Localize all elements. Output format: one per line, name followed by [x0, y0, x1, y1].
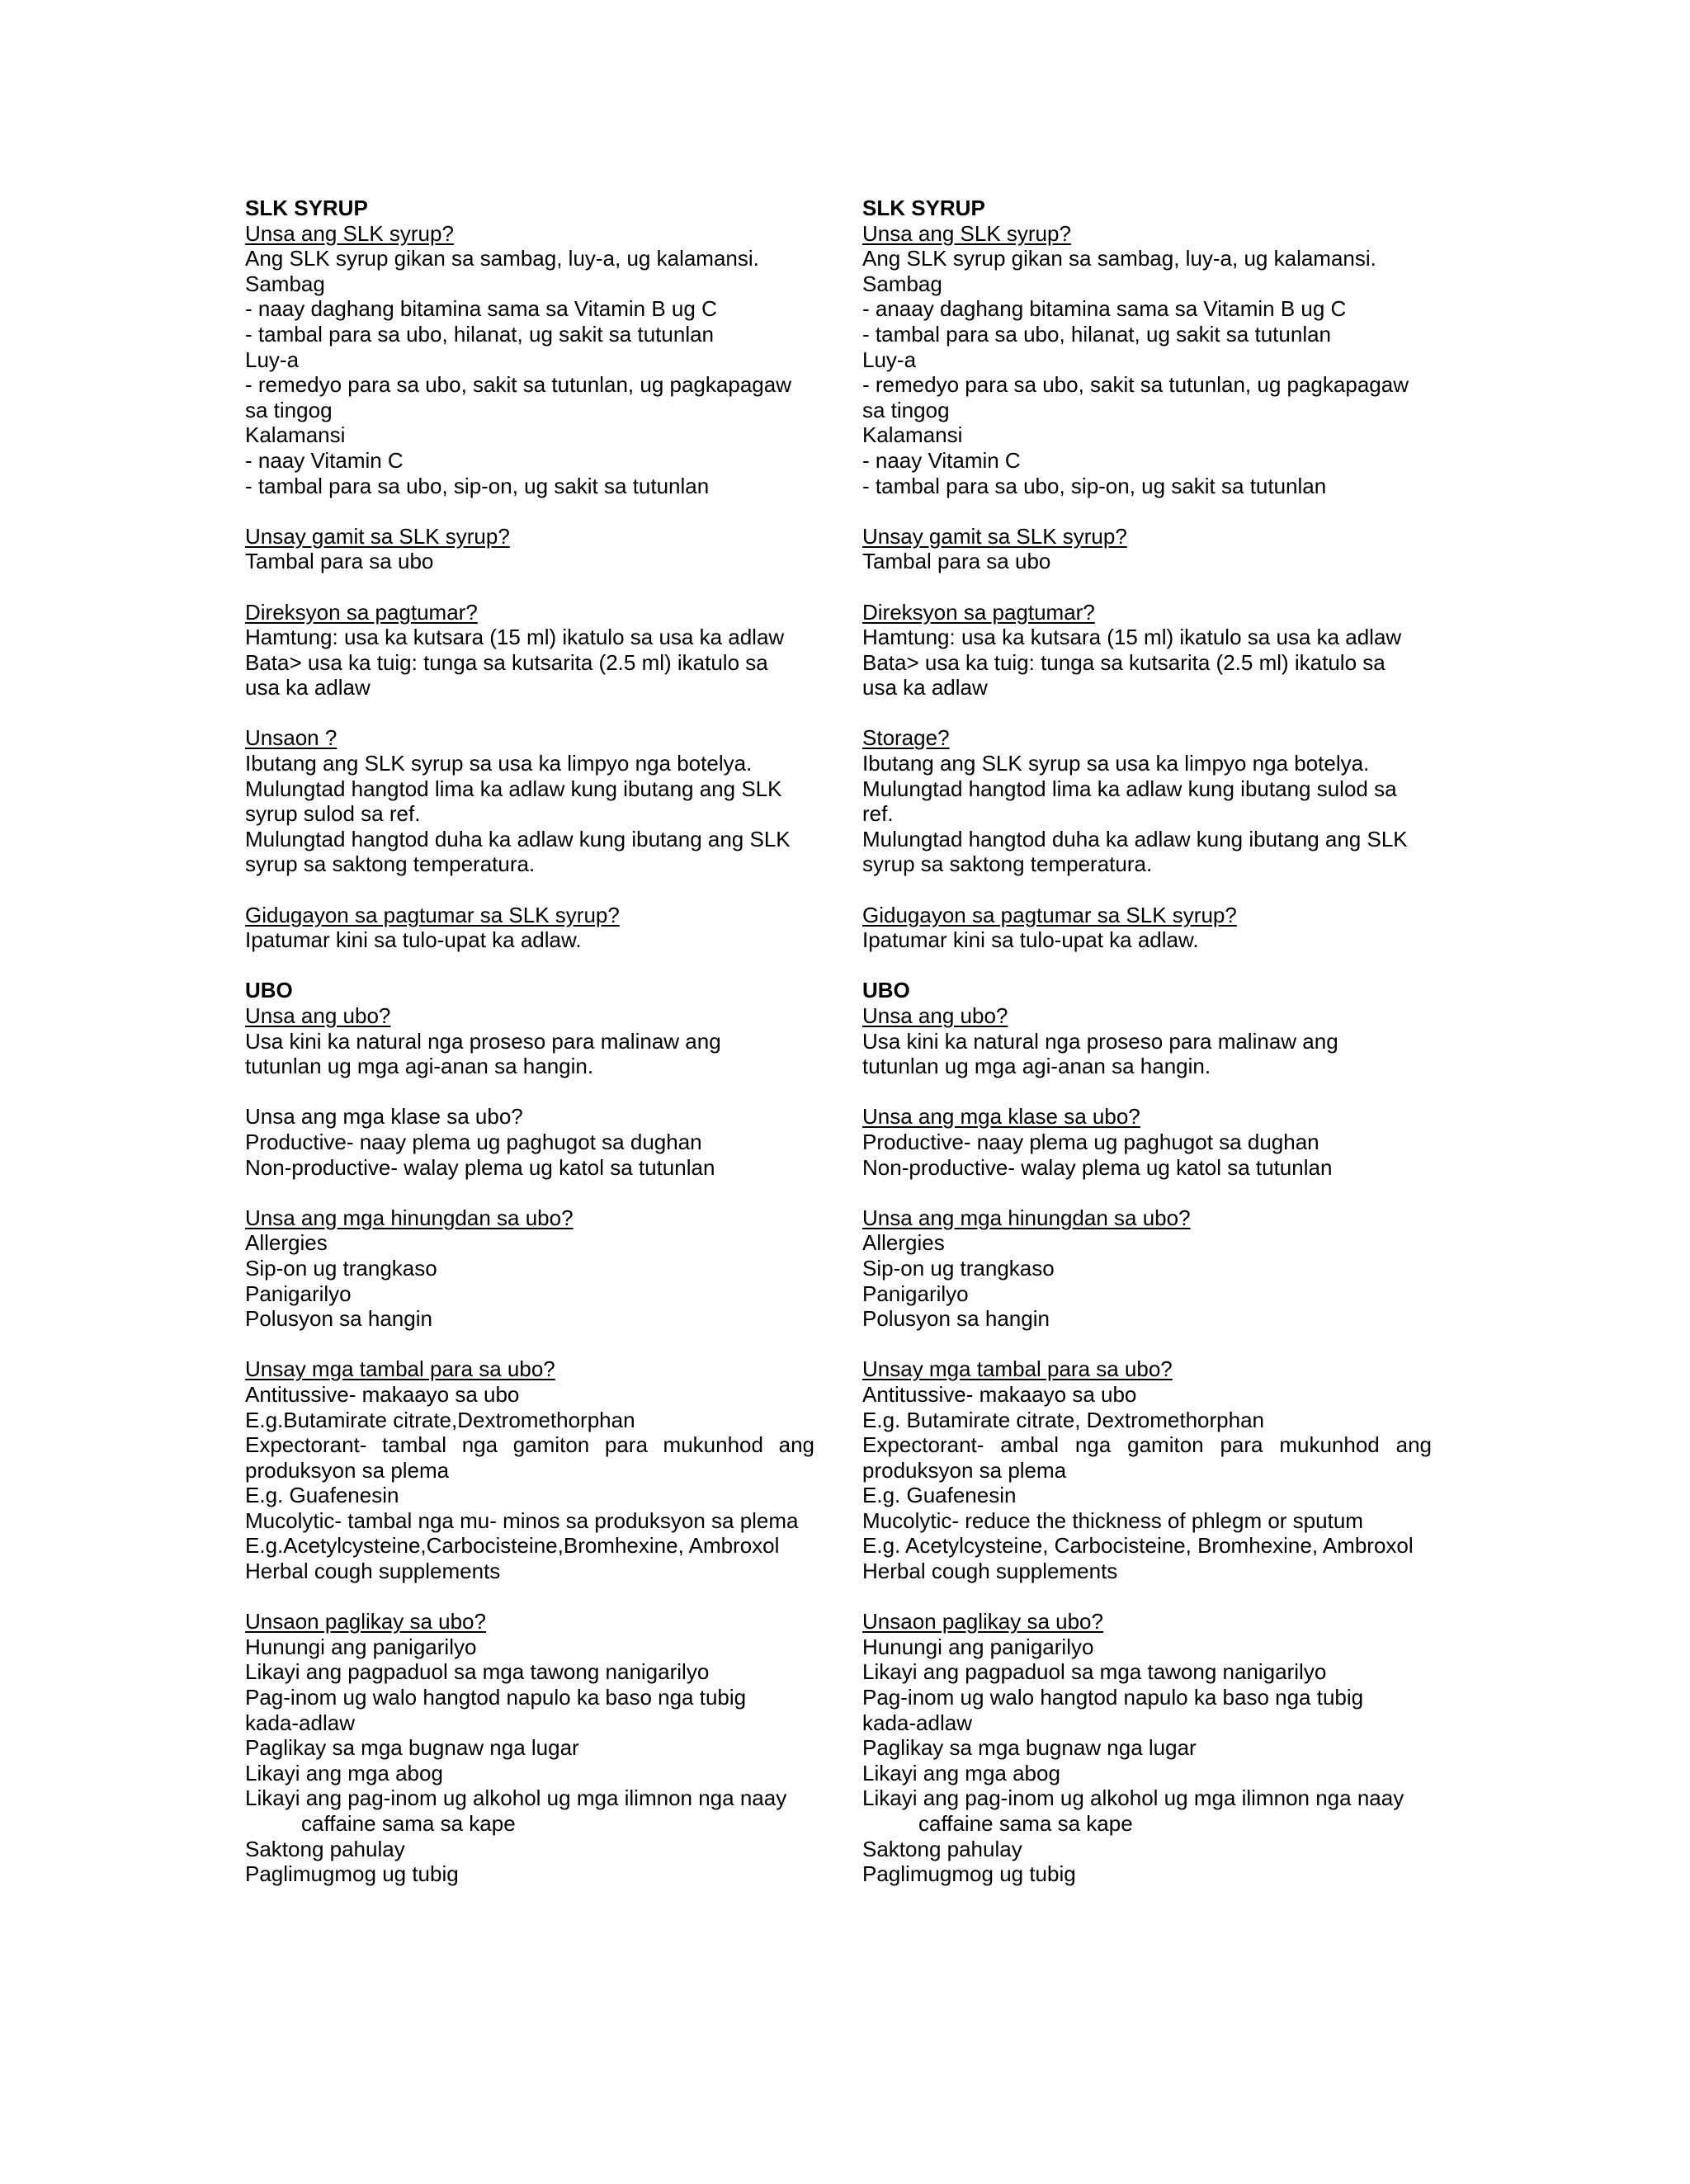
text-line: E.g.Butamirate citrate,Dextromethorphan [245, 1407, 635, 1432]
text-line: Kalamansi [862, 422, 963, 448]
text-line: Allergies [245, 1230, 328, 1256]
text-line: Ang SLK syrup gikan sa sambag, luy-a, ug kalamansi. [245, 246, 759, 271]
text-line: Paglikay sa mga bugnaw nga lugar [862, 1735, 1197, 1761]
right-column [862, 196, 1432, 1887]
text-paragraph: Expectorant- ambal nga gamiton para mukunhod ang produksyon sa plema [862, 1432, 1432, 1483]
text-line: kada-adlaw [245, 1710, 355, 1735]
question-heading: Unsaon paglikay sa ubo? [862, 1609, 1103, 1634]
indented-line: caffaine sama sa kape [301, 1811, 516, 1836]
text-paragraph: Expectorant- tambal nga gamiton para mukunhod ang produksyon sa plema [245, 1432, 814, 1483]
question-heading: Unsa ang SLK syrup? [245, 220, 454, 246]
text-line: Non-productive- walay plema ug katol sa tutunlan [245, 1154, 715, 1180]
text-line: usa ka adlaw [245, 675, 371, 700]
text-line: Paglimugmog ug tubig [862, 1861, 1076, 1887]
text-line: Sambag [245, 271, 325, 296]
text-line: Allergies [862, 1230, 945, 1256]
text-line: Unsa ang mga klase sa ubo? [245, 1104, 523, 1130]
text-line: Usa kini ka natural nga proseso para malinaw ang [862, 1028, 1338, 1054]
question-heading: Unsa ang ubo? [862, 1003, 1008, 1028]
text-line: tutunlan ug mga agi-anan sa hangin. [245, 1054, 594, 1079]
paragraph-spacer [862, 1332, 1432, 1357]
paragraph-spacer [862, 877, 1432, 903]
text-line: Productive- naay plema ug paghugot sa dughan [862, 1129, 1319, 1154]
text-line: Productive- naay plema ug paghugot sa dughan [245, 1129, 702, 1154]
text-line: - naay Vitamin C [862, 447, 1021, 473]
question-heading: Gidugayon sa pagtumar sa SLK syrup? [245, 902, 620, 927]
text-line: Likayi ang pag-inom ug alkohol ug mga ilimnon nga naay [862, 1785, 1404, 1811]
question-heading: Unsaon paglikay sa ubo? [245, 1609, 486, 1634]
text-line: Mulungtad hangtod lima ka adlaw kung ibutang ang SLK [245, 776, 782, 801]
text-line: Ipatumar kini sa tulo-upat ka adlaw. [862, 927, 1199, 953]
text-line: Pag-inom ug walo hangtod napulo ka baso nga tubig [862, 1685, 1364, 1710]
text-line: Likayi ang pagpaduol sa mga tawong nanigarilyo [245, 1659, 710, 1685]
text-line: syrup sulod sa ref. [245, 801, 421, 827]
text-line: E.g. Guafenesin [862, 1483, 1017, 1508]
text-line: Hamtung: usa ka kutsara (15 ml) ikatulo sa usa ka adlaw [245, 625, 785, 650]
text-line: Tambal para sa ubo [862, 549, 1051, 574]
text-line: Likayi ang mga abog [245, 1760, 443, 1785]
paragraph-spacer [245, 877, 814, 903]
text-line: Hunungi ang panigarilyo [862, 1634, 1094, 1659]
question-heading: Storage? [862, 725, 950, 751]
paragraph-spacer [245, 1079, 814, 1105]
section-title: SLK SYRUP [245, 196, 368, 220]
question-heading: Unsay mga tambal para sa ubo? [245, 1356, 555, 1382]
text-line: tutunlan ug mga agi-anan sa hangin. [862, 1054, 1211, 1079]
paragraph-spacer [862, 1180, 1432, 1205]
section-title: UBO [862, 978, 910, 1003]
text-line: Herbal cough supplements [862, 1559, 1118, 1584]
text-line: E.g.Acetylcysteine,Carbocisteine,Bromhexine, Ambroxol [245, 1533, 780, 1559]
text-line: sa tingog [245, 397, 333, 422]
text-paragraph: Mucolytic- tambal nga mu- minos sa produksyon sa plema [245, 1507, 799, 1533]
text-line: Mulungtad hangtod duha ka adlaw kung ibutang ang SLK [245, 826, 791, 851]
section-title: UBO [245, 978, 293, 1003]
paragraph-spacer [245, 498, 814, 524]
text-line: Hunungi ang panigarilyo [245, 1634, 477, 1659]
paragraph-spacer [245, 574, 814, 600]
text-line: Polusyon sa hangin [245, 1306, 432, 1332]
text-line: usa ka adlaw [862, 675, 988, 700]
text-line: Non-productive- walay plema ug katol sa tutunlan [862, 1154, 1333, 1180]
paragraph-spacer [862, 700, 1432, 726]
question-heading: Unsa ang mga hinungdan sa ubo? [245, 1205, 574, 1230]
paragraph-spacer [862, 1584, 1432, 1610]
text-line: Ibutang ang SLK syrup sa usa ka limpyo nga botelya. [862, 751, 1370, 776]
text-line: Paglikay sa mga bugnaw nga lugar [245, 1735, 579, 1761]
text-line: E.g. Acetylcysteine, Carbocisteine, Bromhexine, Ambroxol [862, 1533, 1414, 1559]
text-line: - naay daghang bitamina sama sa Vitamin B ug C [245, 296, 717, 322]
text-line: Likayi ang pag-inom ug alkohol ug mga ilimnon nga naay [245, 1785, 787, 1811]
text-line: syrup sa saktong temperatura. [245, 851, 536, 877]
text-line: kada-adlaw [862, 1710, 972, 1735]
text-line: Sip-on ug trangkaso [862, 1255, 1055, 1281]
question-heading: Unsay mga tambal para sa ubo? [862, 1356, 1173, 1382]
text-line: Mulungtad hangtod lima ka adlaw kung ibutang sulod sa [862, 776, 1397, 801]
text-line: Antitussive- makaayo sa ubo [862, 1381, 1137, 1407]
text-line: Likayi ang pagpaduol sa mga tawong nanigarilyo [862, 1659, 1327, 1685]
text-line: - naay Vitamin C [245, 447, 404, 473]
text-line: Sambag [862, 271, 942, 296]
question-heading: Unsa ang ubo? [245, 1003, 391, 1028]
text-line: Saktong pahulay [862, 1836, 1022, 1861]
text-line: Luy-a [862, 347, 917, 372]
paragraph-spacer [245, 1332, 814, 1357]
text-line: Herbal cough supplements [245, 1559, 501, 1584]
text-line: Ang SLK syrup gikan sa sambag, luy-a, ug kalamansi. [862, 246, 1376, 271]
text-line: Ibutang ang SLK syrup sa usa ka limpyo nga botelya. [245, 751, 753, 776]
text-line: - remedyo para sa ubo, sakit sa tutunlan, ug pagkapagaw [862, 372, 1409, 398]
question-heading: Unsa ang SLK syrup? [862, 220, 1071, 246]
text-line: - tambal para sa ubo, sip-on, ug sakit sa tutunlan [862, 473, 1327, 498]
text-line: Likayi ang mga abog [862, 1760, 1060, 1785]
text-line: Panigarilyo [862, 1281, 969, 1306]
text-line: Sip-on ug trangkaso [245, 1255, 437, 1281]
text-line: Bata> usa ka tuig: tunga sa kutsarita (2.5 ml) ikatulo sa [862, 649, 1386, 675]
paragraph-spacer [245, 953, 814, 979]
section-title: SLK SYRUP [862, 196, 985, 220]
indented-line: caffaine sama sa kape [918, 1811, 1133, 1836]
question-heading: Gidugayon sa pagtumar sa SLK syrup? [862, 902, 1237, 927]
text-line: - tambal para sa ubo, sip-on, ug sakit sa tutunlan [245, 473, 710, 498]
text-line: E.g. Guafenesin [245, 1483, 399, 1508]
text-line: Antitussive- makaayo sa ubo [245, 1381, 520, 1407]
paragraph-spacer [862, 498, 1432, 524]
text-line: Ipatumar kini sa tulo-upat ka adlaw. [245, 927, 582, 953]
text-line: - tambal para sa ubo, hilanat, ug sakit sa tutunlan [862, 321, 1332, 347]
text-line: ref. [862, 801, 894, 827]
text-line: Pag-inom ug walo hangtod napulo ka baso nga tubig [245, 1685, 747, 1710]
text-line: Hamtung: usa ka kutsara (15 ml) ikatulo sa usa ka adlaw [862, 625, 1402, 650]
question-heading: Direksyon sa pagtumar? [862, 599, 1095, 625]
question-heading: Unsa ang mga hinungdan sa ubo? [862, 1205, 1191, 1230]
question-heading: Unsa ang mga klase sa ubo? [862, 1104, 1140, 1130]
text-line: Tambal para sa ubo [245, 549, 434, 574]
text-line: Panigarilyo [245, 1281, 352, 1306]
question-heading: Unsay gamit sa SLK syrup? [862, 523, 1127, 549]
text-line: Kalamansi [245, 422, 346, 448]
paragraph-spacer [245, 1180, 814, 1205]
text-line: E.g. Butamirate citrate, Dextromethorphan [862, 1407, 1265, 1432]
text-line: - tambal para sa ubo, hilanat, ug sakit sa tutunlan [245, 321, 715, 347]
paragraph-spacer [862, 574, 1432, 600]
question-heading: Unsaon ? [245, 725, 338, 751]
text-line: syrup sa saktong temperatura. [862, 851, 1153, 877]
text-line: Paglimugmog ug tubig [245, 1861, 459, 1887]
text-line: Mulungtad hangtod duha ka adlaw kung ibutang ang SLK [862, 826, 1408, 851]
paragraph-spacer [862, 953, 1432, 979]
text-line: Bata> usa ka tuig: tunga sa kutsarita (2.5 ml) ikatulo sa [245, 649, 768, 675]
question-heading: Direksyon sa pagtumar? [245, 599, 478, 625]
paragraph-spacer [245, 1584, 814, 1610]
text-line: Luy-a [245, 347, 300, 372]
paragraph-spacer [862, 1079, 1432, 1105]
text-line: Polusyon sa hangin [862, 1306, 1050, 1332]
paragraph-spacer [245, 700, 814, 726]
text-line: sa tingog [862, 397, 950, 422]
text-line: Usa kini ka natural nga proseso para malinaw ang [245, 1028, 721, 1054]
left-column [245, 196, 814, 1887]
text-line: - anaay daghang bitamina sama sa Vitamin B ug C [862, 296, 1347, 322]
text-line: Mucolytic- reduce the thickness of phlegm or sputum [862, 1507, 1363, 1533]
text-line: - remedyo para sa ubo, sakit sa tutunlan, ug pagkapagaw [245, 372, 791, 398]
question-heading: Unsay gamit sa SLK syrup? [245, 523, 510, 549]
text-line: Saktong pahulay [245, 1836, 405, 1861]
